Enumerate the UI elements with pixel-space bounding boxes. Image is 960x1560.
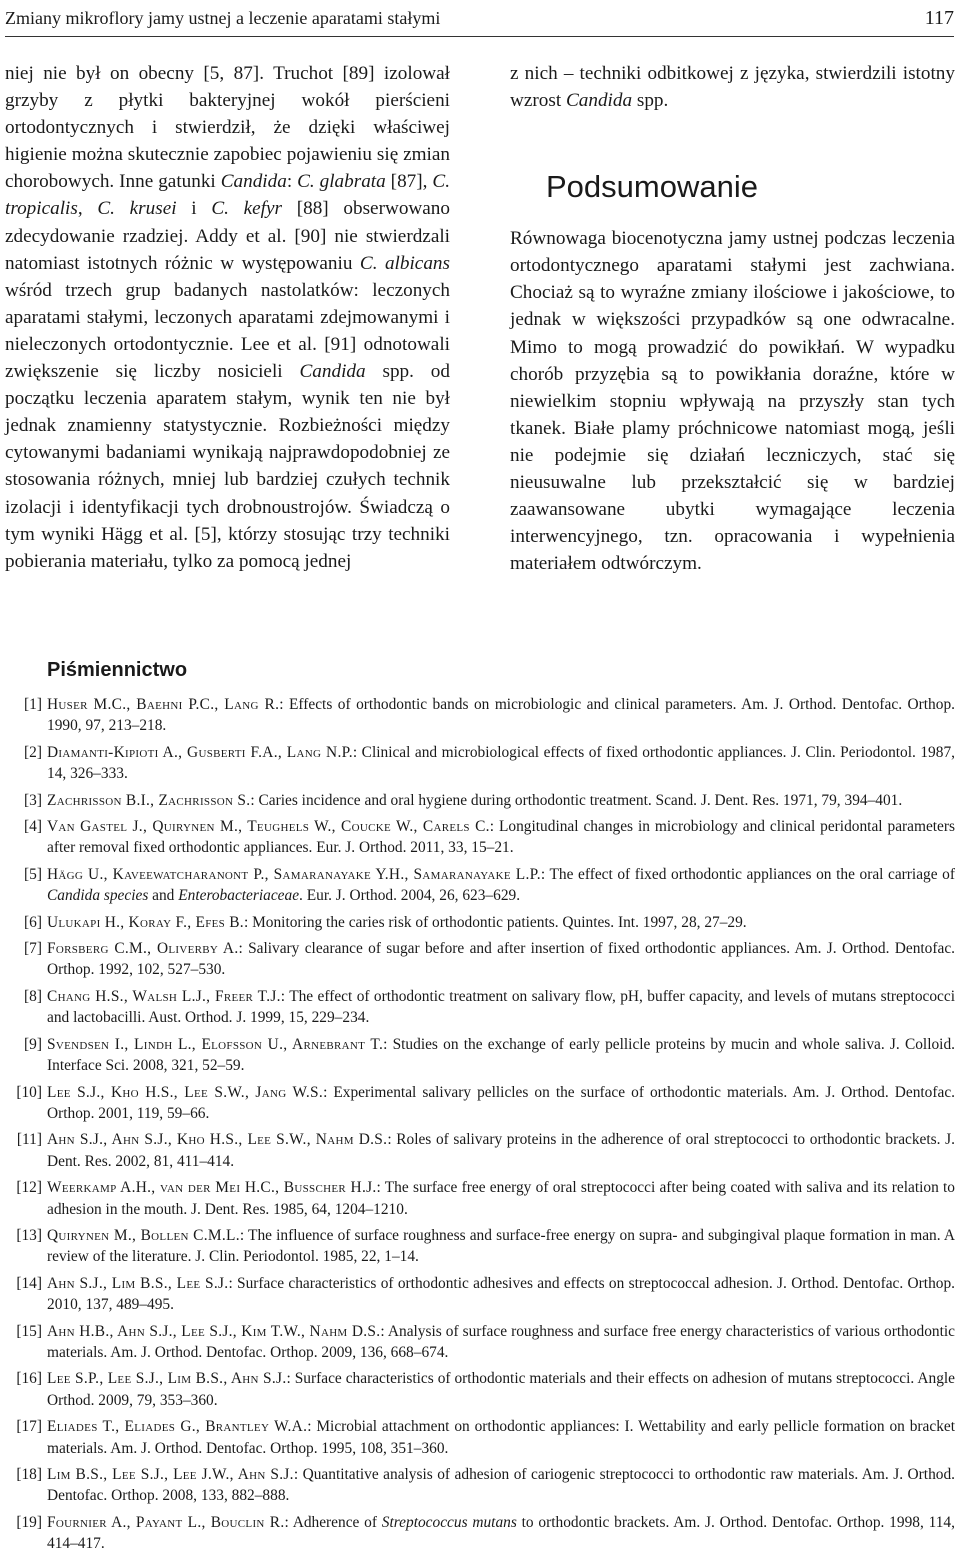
text-run: : [286, 171, 298, 193]
reference-authors: Eliades T., Eliades G., Brantley W.A. [47, 1418, 308, 1436]
reference-number: [11] [16, 1131, 42, 1149]
reference-number: [4] [24, 818, 42, 836]
reference-number: [13] [16, 1226, 42, 1244]
text-run: [87], [385, 171, 433, 193]
text-run: i [176, 198, 212, 220]
reference-authors: Ahn S.J., Lim B.S., Lee S.J. [47, 1274, 229, 1292]
reference-authors: Ahn S.J., Ahn S.J., Kho H.S., Lee S.W., Nahm D.S. [47, 1131, 388, 1149]
right-column-intro [510, 60, 955, 114]
reference-item [0, 1464, 955, 1507]
page-header [5, 0, 954, 37]
text-run: : Surface characteristics of orthodontic materials and their effects on adhesion of mutans streptococci. Angle Orthod. 2009, 79, 353–360. [47, 1370, 955, 1409]
reference-authors: Huser M.C., Baehni P.C., Lang R. [47, 696, 280, 713]
reference-text [47, 1464, 955, 1507]
reference-text [47, 864, 955, 907]
text-run: and [148, 887, 179, 905]
italic-term: C. glabrata [297, 171, 386, 193]
reference-text [47, 986, 955, 1029]
reference-item [0, 1177, 955, 1220]
reference-text [47, 1225, 955, 1268]
reference-item [0, 1129, 955, 1172]
reference-text [47, 816, 955, 859]
reference-authors: Lee S.P., Lee S.J., Lim B.S., Ahn S.J. [47, 1370, 287, 1388]
reference-item [0, 986, 955, 1029]
reference-text [47, 1082, 955, 1125]
italic-term: C. krusei [97, 198, 177, 220]
page-number: 117 [924, 6, 954, 29]
right-column [510, 60, 955, 577]
text-run: . Eur. J. Orthod. 2004, 26, 623–629. [299, 887, 521, 905]
reference-number: [5] [24, 865, 42, 883]
reference-item [0, 1082, 955, 1125]
text-run: : Adherence of [284, 1513, 382, 1531]
reference-authors: Van Gastel J., Quirynen M., Teughels W., Coucke W., Carels C. [47, 818, 490, 836]
reference-text [47, 1034, 955, 1077]
reference-item [0, 1321, 955, 1364]
reference-authors: Svendsen I., Lindh L., Elofsson U., Arnebrant T. [47, 1035, 384, 1053]
reference-item [0, 912, 955, 933]
text-run: : The influence of surface roughness and surface-free energy on supra- and subgingival plaque formation in man. A review of the literature. J. Clin. Periodontol. 1985, 22, 1–14. [47, 1226, 955, 1266]
reference-item [0, 790, 955, 811]
italic-term: Candida species [47, 887, 149, 905]
reference-number: [8] [24, 987, 42, 1005]
reference-text [47, 1129, 955, 1172]
reference-authors: Forsberg C.M., Oliverby A. [47, 940, 239, 958]
italic-term: Streptococcus mutans [381, 1513, 517, 1531]
italic-term: C. tropicalis [5, 171, 450, 220]
reference-text [47, 1416, 955, 1459]
text-run: spp. od początku leczenia aparatem stałym, wynik ten nie był jednak znamienny statystycznie. Rozbieżności między cytowanymi badaniami wynikają najprawdopodobniej ze stosowania różnych, mniej lub bardziej czułych technik izolacji i identyfikacji tych drobnoustrojów. Świadczą o tym wyniki Hägg et al. [5], którzy stosując trzy techniki pobierania materiału, tylko za pomocą jednej [5, 361, 450, 572]
reference-text [47, 790, 955, 811]
italic-term: Enterobacteriaceae [178, 887, 300, 905]
reference-authors: Diamanti-Kipioti A., Gusberti F.A., Lang N.P. [47, 743, 353, 761]
reference-number: [2] [24, 743, 42, 761]
reference-item [0, 1225, 955, 1268]
italic-term: Candida [299, 361, 366, 383]
text-run: to orthodontic brackets. Am. J. Orthod. Dentofac. Orthop. 1998, 114, 414–417. [47, 1513, 955, 1553]
reference-item [0, 1034, 955, 1077]
reference-item [0, 694, 955, 737]
summary-paragraph: Równowaga biocenotyczna jamy ustnej podczas leczenia ortodontycznego aparatami stałymi jest zachwiana. Chociaż są to wyraźne zmiany ilościowe i jakościowe, to jednak w większości przypadków są one odwracalne. Mimo to mogą prowadzić do powikłań. W wypadku chorób przyzębia są to powikłania doraźne, które w niewielkim stopniu wpływają na przyszły stan tych tkanek. Białe plamy próchnicowe natomiast mogą, jeśli nie podejmie się działań leczniczych, stać się nieusuwalne lub przekształcić się w bardziej zaawansowane ubytki wymagające leczenia interwencyjnego, tzn. opracowania i wypełnienia materiałem odtwórczym. [510, 228, 955, 575]
references-title: Piśmiennictwo [47, 659, 188, 681]
section-heading-summary: Podsumowanie [546, 169, 758, 205]
reference-text [47, 912, 955, 933]
text-run: wśród trzech grup badanych nastolatków: leczonych aparatami stałymi, leczonych aparatami zdejmowanymi i nieleczonych ortodontycznie. Lee et al. [91] odnotowali zwiększenie się liczby nosicieli [5, 279, 450, 383]
reference-item [0, 1512, 955, 1555]
text-run: : The effect of fixed orthodontic appliances on the oral carriage of [540, 865, 955, 883]
text-run: : Experimental salivary pellicles on the surface of orthodontic materials. Am. J. Orthod. Dentofac. Orthop. 2001, 119, 59–66. [47, 1083, 955, 1122]
reference-number: [9] [24, 1035, 42, 1053]
text-run: : Caries incidence and oral hygiene during orthodontic treatment. Scand. J. Dent. Res. 1971, 79, 394–401. [250, 791, 903, 809]
reference-authors: Ulukapi H., Koray F., Efes B. [47, 913, 244, 931]
reference-authors: Lee S.J., Kho H.S., Lee S.W., Jang W.S. [47, 1083, 324, 1101]
reference-item [0, 864, 955, 907]
reference-number: [16] [16, 1370, 42, 1388]
text-run: : Roles of salivary proteins in the adherence of oral streptococci to orthodontic brackets. J. Dent. Res. 2002, 81, 411–414. [47, 1131, 955, 1170]
italic-term: C. kefyr [211, 198, 282, 220]
italic-term: C. albicans [359, 252, 450, 274]
text-run: : Analysis of surface roughness and surface free energy characteristics of various orthodontic materials. Am. J. Orthod. Dentofac. Orthop. 2009, 136, 668–674. [47, 1322, 955, 1361]
reference-number: [3] [24, 791, 42, 809]
text-run: : Studies on the exchange of early pellicle proteins by mucin and whole saliva. J. Colloid. Interface Sci. 2008, 321, 52–59. [47, 1035, 956, 1075]
text-run: , [77, 198, 98, 220]
reference-item [0, 1273, 955, 1316]
text-run: : Monitoring the caries risk of orthodontic patients. Quintes. Int. 1997, 28, 27–29. [243, 913, 747, 931]
reference-number: [19] [16, 1513, 42, 1531]
reference-authors: Ahn H.B., Ahn S.J., Lee S.J., Kim T.W., Nahm D.S. [47, 1322, 381, 1340]
reference-authors: Chang H.S., Walsh L.J., Freer T.J. [47, 987, 281, 1005]
reference-authors: Lim B.S., Lee S.J., Lee J.W., Ahn S.J. [47, 1466, 294, 1483]
reference-number: [14] [16, 1274, 42, 1292]
reference-number: [12] [16, 1179, 42, 1197]
reference-number: [15] [16, 1322, 42, 1340]
text-run: : Microbial attachment on orthodontic appliances: I. Wettability and early pellicle formation on bracket materials. Am. J. Orthod. Dentofac. Orthop. 1995, 108, 351–360. [47, 1418, 955, 1457]
left-column-paragraph [5, 60, 450, 575]
reference-text [47, 1512, 955, 1555]
left-column [5, 60, 450, 575]
text-run: : The effect of orthodontic treatment on salivary flow, pH, buffer capacity, and levels of mutans streptococci and lactobacilli. Aust. Orthod. J. 1999, 15, 229–234. [47, 987, 955, 1027]
references-list [0, 694, 955, 1560]
reference-number: [18] [16, 1466, 42, 1483]
reference-text [47, 1321, 955, 1364]
text-run: niej nie był on obecny [5, 87]. Truchot [89] izolował grzyby z płytki bakteryjnej wokół pierścieni ortodontycznych i stwierdził, że dzięki właściwej higienie można skutecznie zapobiec pojawieniu się zmian chorobowych. Inne gatunki [5, 63, 450, 193]
reference-authors: Quirynen M., Bollen C.M.L. [47, 1226, 240, 1244]
text-run: : Salivary clearance of sugar before and after insertion of fixed orthodontic appliances. Am. J. Orthod. Dentofac. Orthop. 1992, 102, 527–530. [47, 940, 955, 979]
text-run: : Longitudinal changes in microbiology and clinical peridontal parameters after removal fixed orthodontic appliances. Eur. J. Orthod. 2011, 33, 15–21. [47, 818, 956, 857]
text-run: z nich – techniki odbitkowej z języka, stwierdzili istotny wzrost [510, 63, 955, 112]
reference-number: [17] [16, 1418, 42, 1436]
reference-text [47, 1177, 955, 1220]
text-run: [88] obserwowano zdecydowanie rzadziej. Addy et al. [90] nie stwierdzali natomiast istotnych różnic w występowaniu [5, 198, 450, 274]
italic-term: Candida [565, 90, 633, 112]
reference-item [0, 1416, 955, 1459]
reference-authors: Fournier A., Payant L., Bouclin R. [47, 1513, 285, 1531]
reference-number: [7] [24, 940, 42, 958]
reference-item [0, 1368, 955, 1411]
reference-text [47, 1368, 955, 1411]
text-run: : Quantitative analysis of adhesion of cariogenic streptococci to orthodontic raw materials. Am. J. Orthod. Dentofac. Orthop. 2008, 133, 882–888. [47, 1466, 955, 1505]
reference-item [0, 816, 955, 859]
reference-authors: Zachrisson B.I., Zachrisson S. [47, 791, 251, 809]
text-run: : The surface free energy of oral streptococci after being coated with saliva and its relation to adhesion in the mouth. J. Dent. Res. 1985, 64, 1204–1210. [47, 1179, 955, 1218]
reference-number: [6] [24, 913, 42, 931]
text-run: spp. [632, 90, 669, 112]
reference-text [47, 938, 955, 981]
running-title: Zmiany mikroflory jamy ustnej a leczenie aparatami stałymi [5, 7, 441, 28]
reference-item [0, 938, 955, 981]
reference-text [47, 1273, 955, 1316]
reference-number: [10] [16, 1083, 42, 1101]
text-run: : Effects of orthodontic bands on microbiologic and clinical parameters. Am. J. Orthod. Dentofac. Orthop. 1990, 97, 213–218. [47, 696, 955, 735]
text-run: : Clinical and microbiological effects of fixed orthodontic appliances. J. Clin. Periodontol. 1987, 14, 326–333. [47, 743, 955, 783]
reference-text [47, 742, 955, 785]
text-run: : Surface characteristics of orthodontic adhesives and effects on streptococcal adhesion. J. Orthod. Dentofac. Orthop. 2010, 137, 489–495. [47, 1274, 955, 1314]
reference-item [0, 742, 955, 785]
reference-authors: Hägg U., Kaveewatcharanont P., Samaranayake Y.H., Samaranayake L.P. [47, 865, 541, 883]
reference-authors: Weerkamp A.H., van der Mei H.C., Busscher H.J. [47, 1179, 377, 1197]
italic-term: Candida [220, 171, 287, 193]
reference-text [47, 694, 955, 737]
reference-number: [1] [24, 696, 42, 713]
